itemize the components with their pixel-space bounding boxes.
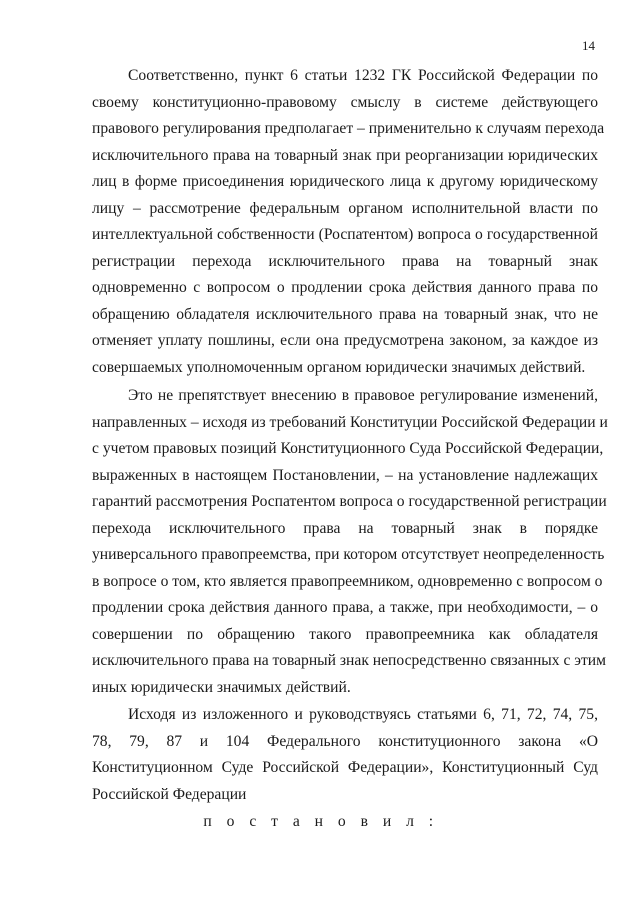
text-line: выраженных в настоящем Постановлении, – на установление надлежащих (92, 466, 598, 484)
paragraph-legal-basis (92, 702, 598, 808)
text-line: иных юридически значимых действий. (92, 678, 351, 696)
text-line: лицу – рассмотрение федеральным органом исполнительной власти по (92, 199, 598, 217)
text-line: лиц в форме присоединения юридического лица к другому юридическому (92, 173, 598, 190)
text-line: Исходя из изложенного и руководствуясь статьями 6, 71, 72, 74, 75, (128, 706, 598, 723)
text-line: одновременно с вопросом о продлении срока действия данного права по (92, 279, 598, 296)
text-line: исключительного права на товарный знак при реорганизации юридических (92, 146, 598, 164)
text-line: 78, 79, 87 и 104 Федерального конституционного закона «О (92, 732, 598, 750)
page-number: 14 (582, 38, 595, 53)
text-line: своему конституционно-правовому смыслу в системе действующего (92, 93, 598, 111)
text-line: в вопросе о том, кто является правопреемником, одновременно с вопросом о (92, 572, 603, 590)
paragraph-ruling-interpretation (92, 63, 605, 381)
text-line: интеллектуальной собственности (Роспатентом) вопроса о государственной (92, 226, 598, 243)
text-line: направленных – исходя из требований Конституции Российской Федерации и (92, 413, 608, 431)
text-line: Соответственно, пункт 6 статьи 1232 ГК Российской Федерации по (128, 67, 598, 84)
text-line: универсального правопреемства, при котором отсутствует неопределенность (92, 546, 605, 563)
text-line: продлении срока действия данного права, а также, при необходимости, – о (92, 599, 598, 616)
text-line: Конституционном Суде Российской Федерации», Конституционный Суд (92, 759, 598, 776)
text-line: Российской Федерации (92, 785, 247, 803)
text-line: гарантий рассмотрения Роспатентом вопроса о государственной регистрации (92, 493, 607, 510)
text-line: перехода исключительного права на товарный знак в порядке (92, 519, 598, 537)
resolution-heading: п о с т а н о в и л : (203, 813, 437, 830)
text-line: с учетом правовых позиций Конституционного Суда Российской Федерации, (92, 440, 604, 457)
text-line: Это не препятствует внесению в правовое регулирование изменений, (128, 387, 598, 404)
text-line: обращению обладателя исключительного права на товарный знак, что не (92, 305, 598, 323)
paragraph-regulation-changes (92, 383, 608, 701)
text-line: исключительного права на товарный знак непосредственно связанных с этим (92, 652, 607, 669)
text-line: отменяет уплату пошлины, если она предусмотрена законом, за каждое из (92, 332, 598, 349)
text-line: совершении по обращению такого правопреемника как обладателя (92, 625, 598, 643)
text-line: регистрации перехода исключительного права на товарный знак (92, 252, 598, 270)
text-line: совершаемых уполномоченным органом юридически значимых действий. (92, 358, 586, 376)
text-line: правового регулирования предполагает – применительно к случаям перехода (92, 120, 605, 137)
